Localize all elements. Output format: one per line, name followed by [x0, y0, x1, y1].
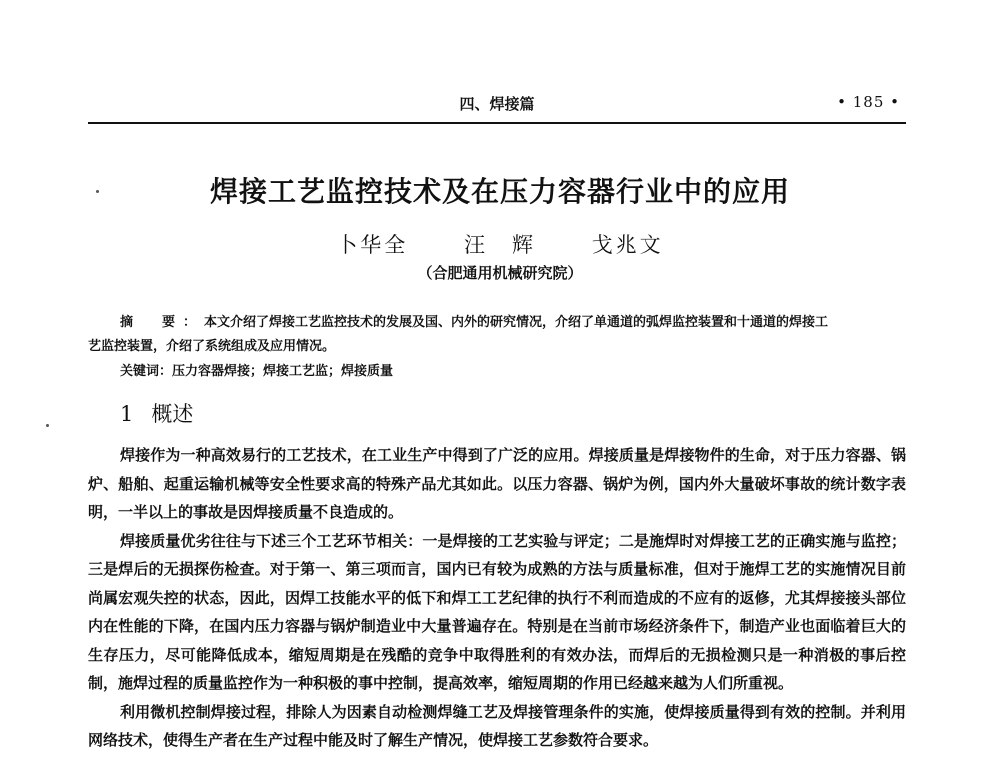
author-name: 卜华全 [336, 233, 409, 257]
body-paragraph: 焊接质量优劣往往与下述三个工艺环节相关：一是焊接的工艺实验与评定；二是施焊时对焊接工艺的正确实施与监控；三是焊后的无损探伤检查。对于第一、第三项而言，国内已有较为成熟的方法与质量标准，但对于施焊工艺的实施情况目前尚属宏观失控的状态，因此，因焊工技能水平的低下和焊工工艺纪律的执行不利而造成的不应有的返修，尤其焊接接头部位内在性能的下降，在国内压力容器与锅炉制造业中大量普遍存在。特别是在当前市场经济条件下，制造产业也面临着巨大的生存压力，尽可能降低成本，缩短周期是在残酷的竞争中取得胜利的有效办法，而焊后的无损检测只是一种消极的事后控制，施焊过程的质量监控作为一种积极的事中控制，提高效率，缩短周期的作用已经越来越为人们所重视。 [88, 531, 906, 692]
author-list [0, 229, 1000, 259]
section-heading [120, 398, 193, 428]
keywords-label: 关键词： [120, 364, 173, 379]
abstract-first-line [88, 311, 906, 335]
header-rule [88, 122, 906, 124]
paper-title: 焊接工艺监控技术及在压力容器行业中的应用 [209, 175, 790, 208]
author-name: 戈兆文 [591, 233, 664, 257]
abstract-text-line2: 艺监控装置，介绍了系统组成及应用情况。 [88, 339, 336, 354]
section-number: 1 [120, 402, 134, 426]
scan-speck [96, 190, 99, 193]
scan-speck [46, 424, 49, 427]
body-paragraph: 焊接作为一种高效易行的工艺技术，在工业生产中得到了广泛的应用。焊接质量是焊接物件的生命，对于压力容器、锅炉、船舶、起重运输机械等安全性要求高的特殊产品尤其如此。以压力容器、锅炉为例，国内外大量破坏事故的统计数字表明，一半以上的事故是因焊接质量不良造成的。 [88, 446, 906, 521]
abstract-label: 摘 要： [120, 315, 205, 330]
abstract-text-line1: 本文介绍了焊接工艺监控技术的发展及国、内外的研究情况，介绍了单通道的弧焊监控装置和十通道的焊接工 [204, 315, 829, 330]
running-header [88, 93, 906, 115]
section-title: 概述 [151, 402, 194, 426]
page-number: • 185 • [837, 93, 900, 111]
abstract [88, 311, 906, 359]
keywords [120, 362, 906, 382]
running-header-section: 四、焊接篇 [459, 95, 535, 113]
author-affiliation: （合肥通用机械研究院） [417, 264, 583, 282]
body-paragraph: 利用微机控制焊接过程，排除人为因素自动检测焊缝工艺及焊接管理条件的实施，使焊接质量得到有效的控制。并利用网络技术，使得生产者在生产过程中能及时了解生产情况，使焊接工艺参数符合要求。 [88, 702, 906, 749]
keywords-text: 压力容器焊接；焊接工艺监；焊接质量 [172, 364, 394, 379]
author-name: 汪 辉 [464, 233, 536, 257]
body-text [88, 441, 906, 755]
